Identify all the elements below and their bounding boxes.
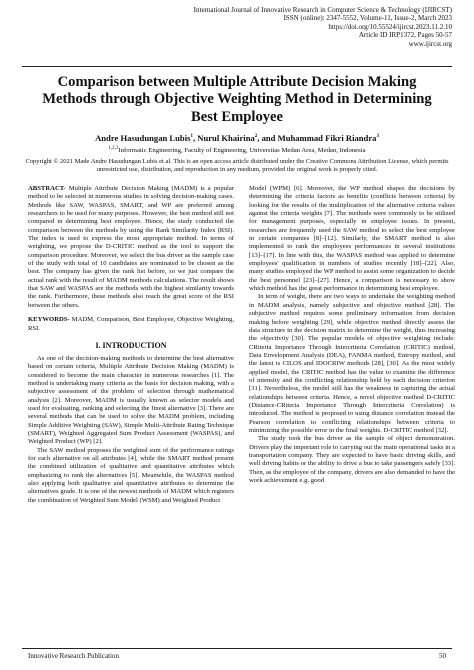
paper-title: Comparison between Multiple Attribute Decision Making Methods through Objective Weighting Method in Determining Best Employee <box>42 74 432 125</box>
abstract <box>28 185 234 310</box>
journal-website[interactable]: www.ijircst.org <box>408 39 452 48</box>
body-paragraph-3: The study took the bus driver as the sample of object demonstration. Drivers play the important role to carrying out the main operational tasks in a transportation company. They are expected to have basic driving skills, and well driving habits or the ability to drive a bus to take passengers safely [33]. Then, as the employee of the company, drivers are also demanded to have the work achievement e.g. good <box>249 435 455 485</box>
header-divider <box>22 66 452 67</box>
intro-paragraph-2: The SAW method proposes the weighted sum of the performance ratings for each alternative on all attributes [4], while the SMART method present the combined utilization of qualitative and quantitative attributes which emphasizing to rank the alternatives [5]. Meanwhile, the WASPAS method also applying both qualitative and quantitative attributes to determine the alternatives grade. It is one of the newest methods of MADM which registers the combination of Weighted Sum Model (WSM) and Weighted Product <box>28 446 234 504</box>
keywords <box>28 316 234 333</box>
journal-doi[interactable]: https://doi.org/10.55524/ijircst.2023.11.2.10 <box>328 22 452 31</box>
journal-header <box>22 6 452 48</box>
body-paragraph-1: Model (WPM) [6]. Moreover, the WP method shapes the decisions by determining the criteria factors as benefits (conflicts between criteria) by looking for the results of the multiplication of the alternative criteria values against the criteria weights [7]. The methods were commonly to be utilized for management purposes, especially in employee issues. In present, researches are frequently used the SAW method to select the best employee in certain companies [8]–[12]. Similarly, the SMART method is also implemented to rank the employees performances in several institutions [13]–[17]. In line with this, the WASPAS method was applied to determine employees' qualification in numbers of studies recently [18]–[22]. Also, many studies employed the WP method to assist some organization to decide the best personnel [23]–[27]. Hence, a comparison is necessary to show which method has the great performance in determining best employee. <box>249 185 455 293</box>
author-2: Nurul Khairina <box>197 133 255 143</box>
keywords-text: MADM, Comparison, Best Employee, Objective Weighting, RSI. <box>28 316 234 332</box>
left-column <box>28 185 234 505</box>
footer-divider <box>22 648 452 649</box>
affiliation <box>22 147 452 155</box>
journal-issn: ISSN (online): 2347-5552, Volume-11, Issue-2, March 2023 <box>283 14 452 23</box>
page-number: 50 <box>439 652 446 660</box>
author-1: Andre Hasudungan Lubis <box>95 133 191 143</box>
author-and: , and <box>257 133 278 143</box>
affiliation-text: Informatic Engineering, Faculty of Engineering, Universitas Medan Area, Medan, Indonesia <box>118 147 366 154</box>
author-separator: , <box>192 133 198 143</box>
journal-article-id: Article ID IRP1372, Pages 50-57 <box>358 31 452 40</box>
abstract-text: Multiple Attribute Decision Making (MADM) is a popular method to be selected in numerous studies in solving decision-making cases. Methods like SAW, WASPAS, SMART, and WP are preferred among researchers to be used for many purposes. However, the best method still not compared in determining best employee. Hence, the study conducted the comparison between the methods by using the Rank Similarity Index (RSI). The index is used to express the most appropriate method. In terms of weighting, we propose the D-CRITIC method as the tool to support the comparison procedure. Moreover, we select the bus driver as the sample case of the study with total of 10 candidates are nominated to be chosen as the best. The company has given the rank list before, so we just compare the actual rank with the result of MADM methods calculations. The result shows that SAW and WASPAS are the methods with the highest similarity towards the rank. Furthermore, these methods also reach the great score of the RSI between the others. <box>28 185 234 309</box>
copyright-notice: Copyright © 2021 Made Andre Hasudungan Lubis et al. This is an open access article distributed under the Creative Commons Attribution License, which permits unrestricted use, distribution, and reproduction in any medium, provided the original work is properly cited. <box>25 158 449 173</box>
abstract-label: ABSTRACT- <box>28 185 66 192</box>
author-2-sup: 2 <box>254 134 258 140</box>
footer-publisher: Innovative Research Publication <box>28 652 119 660</box>
right-column <box>249 185 455 485</box>
author-3-sup: 3 <box>376 134 379 140</box>
affiliation-sup: 1,2,3 <box>108 145 119 151</box>
author-3: Muhammad Fikri Riandra <box>277 133 377 143</box>
intro-paragraph-1: As one of the decision-making methods to determine the best alternative based on certain criteria, Multiple Attribute Decision Making (MADM) is considered to become the main character in numerous researches [1]. The method is undertaking many criteria as the basis for decision making, with a subjective assessment of the problem of selection through mathematical analysis [2]. Moreover, MADM is usually known as selector models and used for evaluating, ranking and selecting the finest alternative [3]. There are several methods that can be used to solve the MADM problem, including Simple Additive Weighting (SAW), Simple Multi-Attribute Rating Technique (SMART), Weighted Aggregated Sum Product Assessment (WASPAS), and Weighted Product (WP) [2]. <box>28 354 234 446</box>
author-list <box>22 133 452 143</box>
keywords-label: KEYWORDS- <box>28 316 70 324</box>
body-paragraph-2: In term of weight, there are two ways to undertake the weighting method in MADM analysis, namely subjective and objective method [28]. The subjective method requires some preliminary information from decision making before weighting [29], while objective method directly assess the data structure in the decision matrix to determine the weight, thus increasing the objectivity [30]. The popular models of objective weighting include: CRiteria Importance Through Intercriteria Correlation (CRITIC) method, Data Envelopment Analysis (DEA), FANMA method, Entropy method, and the latest is CILOS and IDOCRIW methods [28], [30]. As the most widely applied model, the CRITIC method has the value to examine the difference of intensity and the conflicting relationship held by each decision criterion [31]. Nevertheless, the model still has the weakness in capturing the actual relationships between criteria. Hence, a novel objective method D-CRITIC (Distance-CRiteria Importance Through Intercriteria Correlation) is introduced. The method is proposed to using distance correlation instead the Pearson correlation to conflicting relationships between criteria to minimizing the possible error in the final weights. D-CRITIC method [32]. <box>249 293 455 434</box>
section-heading-introduction: I. INTRODUCTION <box>95 340 167 350</box>
journal-name: International Journal of Innovative Research in Computer Science & Technology (IJIRCST) <box>193 6 452 14</box>
author-1-sup: 1 <box>190 134 193 140</box>
